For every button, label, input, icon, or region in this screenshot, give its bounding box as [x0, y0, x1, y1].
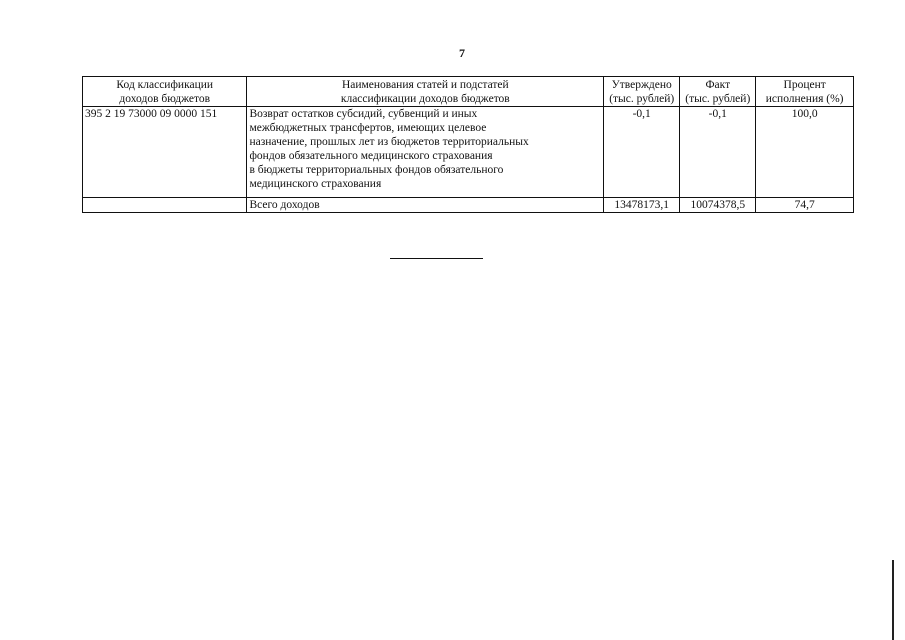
total-row [83, 198, 854, 213]
row-approved-cell: -0,1 [604, 107, 680, 198]
row-name-line: назначение, прошлых лет из бюджетов территориальных [249, 136, 529, 148]
row-name-line: фондов обязательного медицинского страхования [249, 150, 493, 162]
row-code-cell: 395 2 19 73000 09 0000 151 [83, 107, 247, 198]
header-code [83, 77, 247, 107]
total-fact-cell: 10074378,5 [680, 198, 756, 213]
row-name-line: в бюджеты территориальных фондов обязательного [249, 164, 504, 176]
row-percent-cell: 100,0 [756, 107, 854, 198]
total-percent-cell: 74,7 [756, 198, 854, 213]
row-name-line: межбюджетных трансфертов, имеющих целевое [249, 122, 487, 134]
total-approved-cell: 13478173,1 [604, 198, 680, 213]
header-name [247, 77, 604, 107]
header-fact [680, 77, 756, 107]
header-approved-line-1: Утверждено [611, 79, 672, 91]
row-name-cell [247, 107, 604, 198]
header-code-line-2: доходов бюджетов [119, 93, 211, 105]
end-of-table-rule [390, 258, 483, 259]
page-number: 7 [459, 46, 465, 60]
table-header-row [83, 77, 854, 107]
total-label-cell: Всего доходов [247, 198, 604, 213]
header-name-line-1: Наименования статей и подстатей [341, 79, 509, 91]
row-name-line: Возврат остатков субсидий, субвенций и иных [249, 108, 478, 120]
header-name-line-2: классификации доходов бюджетов [340, 93, 510, 105]
header-approved [604, 77, 680, 107]
row-fact-cell: -0,1 [680, 107, 756, 198]
header-code-line-1: Код классификации [116, 79, 214, 91]
row-name-line: медицинского страхования [249, 178, 382, 190]
scan-edge-line [892, 560, 894, 640]
header-approved-line-2: (тыс. рублей) [609, 93, 675, 105]
revenue-table [82, 76, 854, 213]
header-percent-line-1: Процент [783, 79, 826, 91]
header-fact-line-1: Факт [705, 79, 731, 91]
table-row [83, 107, 854, 198]
total-code-cell [83, 198, 247, 213]
header-percent-line-2: исполнения (%) [765, 93, 844, 105]
header-percent [756, 77, 854, 107]
header-fact-line-2: (тыс. рублей) [685, 93, 751, 105]
